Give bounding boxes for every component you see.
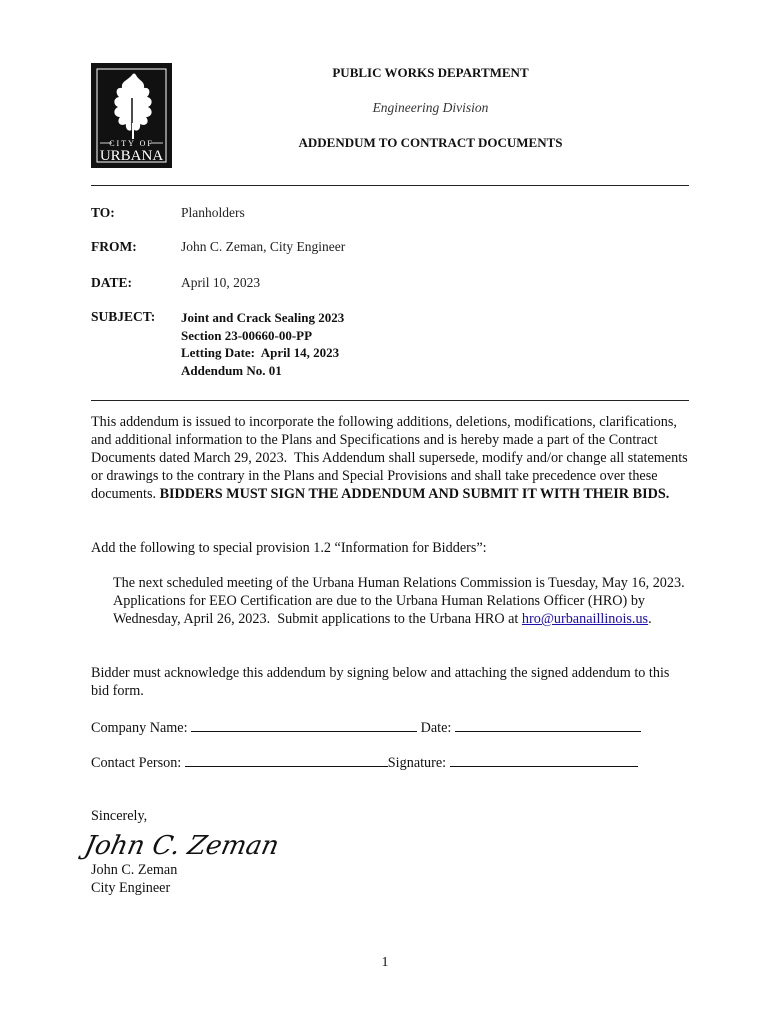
oak-leaf-icon xyxy=(91,63,172,168)
contact-person-field[interactable] xyxy=(185,753,388,767)
header-divider xyxy=(91,185,689,186)
to-label: TO: xyxy=(91,205,115,220)
acknowledge-paragraph: Bidder must acknowledge this addendum by signing below and attaching the signed addendum to this bid form. xyxy=(91,665,670,699)
page-number: 1 xyxy=(381,955,389,970)
memo-divider xyxy=(91,400,689,401)
department-name: PUBLIC WORKS DEPARTMENT xyxy=(332,65,529,80)
subject-addendum-number: Addendum No. 01 xyxy=(181,362,282,378)
intro-bold-notice: BIDDERS MUST SIGN THE ADDENDUM AND SUBMIT IT WITH THEIR BIDS. xyxy=(159,486,670,502)
provision-text: The next scheduled meeting of the Urbana Human Relations Commission is Tuesday, May 16, 2023. Applications for EEO Certification are due to the Urbana Human Relations Officer (HRO) by Wednesday, April 26, 2023. Submit applications to the Urbana HRO at xyxy=(113,575,691,627)
company-name-label: Company Name: xyxy=(91,720,188,736)
date-value: April 10, 2023 xyxy=(181,275,261,290)
signature-field[interactable] xyxy=(450,753,638,767)
intro-paragraph xyxy=(91,413,691,503)
document-title: ADDENDUM TO CONTRACT DOCUMENTS xyxy=(298,135,563,150)
date-field[interactable] xyxy=(455,718,641,732)
signature-field-label: Signature: xyxy=(387,755,447,771)
date-field-label: Date: xyxy=(420,720,452,736)
from-label: FROM: xyxy=(91,239,137,254)
date-label: DATE: xyxy=(91,275,133,290)
sincerely-text: Sincerely, xyxy=(91,808,148,824)
contact-row xyxy=(91,753,638,772)
svg-text:URBANA: URBANA xyxy=(99,148,164,164)
subject-section: Section 23-00660-00-PP xyxy=(181,327,313,343)
subject-block xyxy=(181,309,344,379)
signer-name: John C. Zeman xyxy=(91,862,178,878)
signer-title: City Engineer xyxy=(91,880,171,896)
company-name-field[interactable] xyxy=(191,718,417,732)
svg-text:CITY OF: CITY OF xyxy=(109,139,154,148)
add-following-text: Add the following to special provision 1.2 “Information for Bidders”: xyxy=(91,540,487,556)
subject-project: Joint and Crack Sealing 2023 xyxy=(181,310,345,325)
subject-letting-date: Letting Date: April 14, 2023 xyxy=(181,345,340,360)
provision-paragraph: The next scheduled meeting of the Urbana Human Relations Commission is Tuesday, May 16, 2023. Applications for EEO Certification are due to the Urbana Human Relations Officer (HRO) by Wednesday, April 26, 2023. Submit applications to the Urbana HRO at hro@urbanaillinois.us. xyxy=(113,575,691,627)
to-value: Planholders xyxy=(181,205,245,220)
svg-text:John C. Zeman: John C. Zeman xyxy=(81,831,282,861)
subject-label: SUBJECT: xyxy=(91,309,156,324)
contact-person-label: Contact Person: xyxy=(91,755,182,771)
company-row xyxy=(91,718,641,737)
city-of-urbana-logo xyxy=(91,63,172,168)
from-value: John C. Zeman, City Engineer xyxy=(181,239,346,254)
intro-text: This addendum is issued to incorporate the following additions, deletions, modifications, clarifications, and additional information to the Plans and Specifications and is hereby made a part of the Contract Documents dated March 29, 2023. This Addendum shall supersede, modify and/or change all statements or drawings to the contrary in the Plans and Special Provisions and shall take precedence over these documents. xyxy=(91,414,692,502)
division-name: Engineering Division xyxy=(372,100,489,115)
hro-email-link[interactable]: hro@urbanaillinois.us xyxy=(521,611,649,627)
